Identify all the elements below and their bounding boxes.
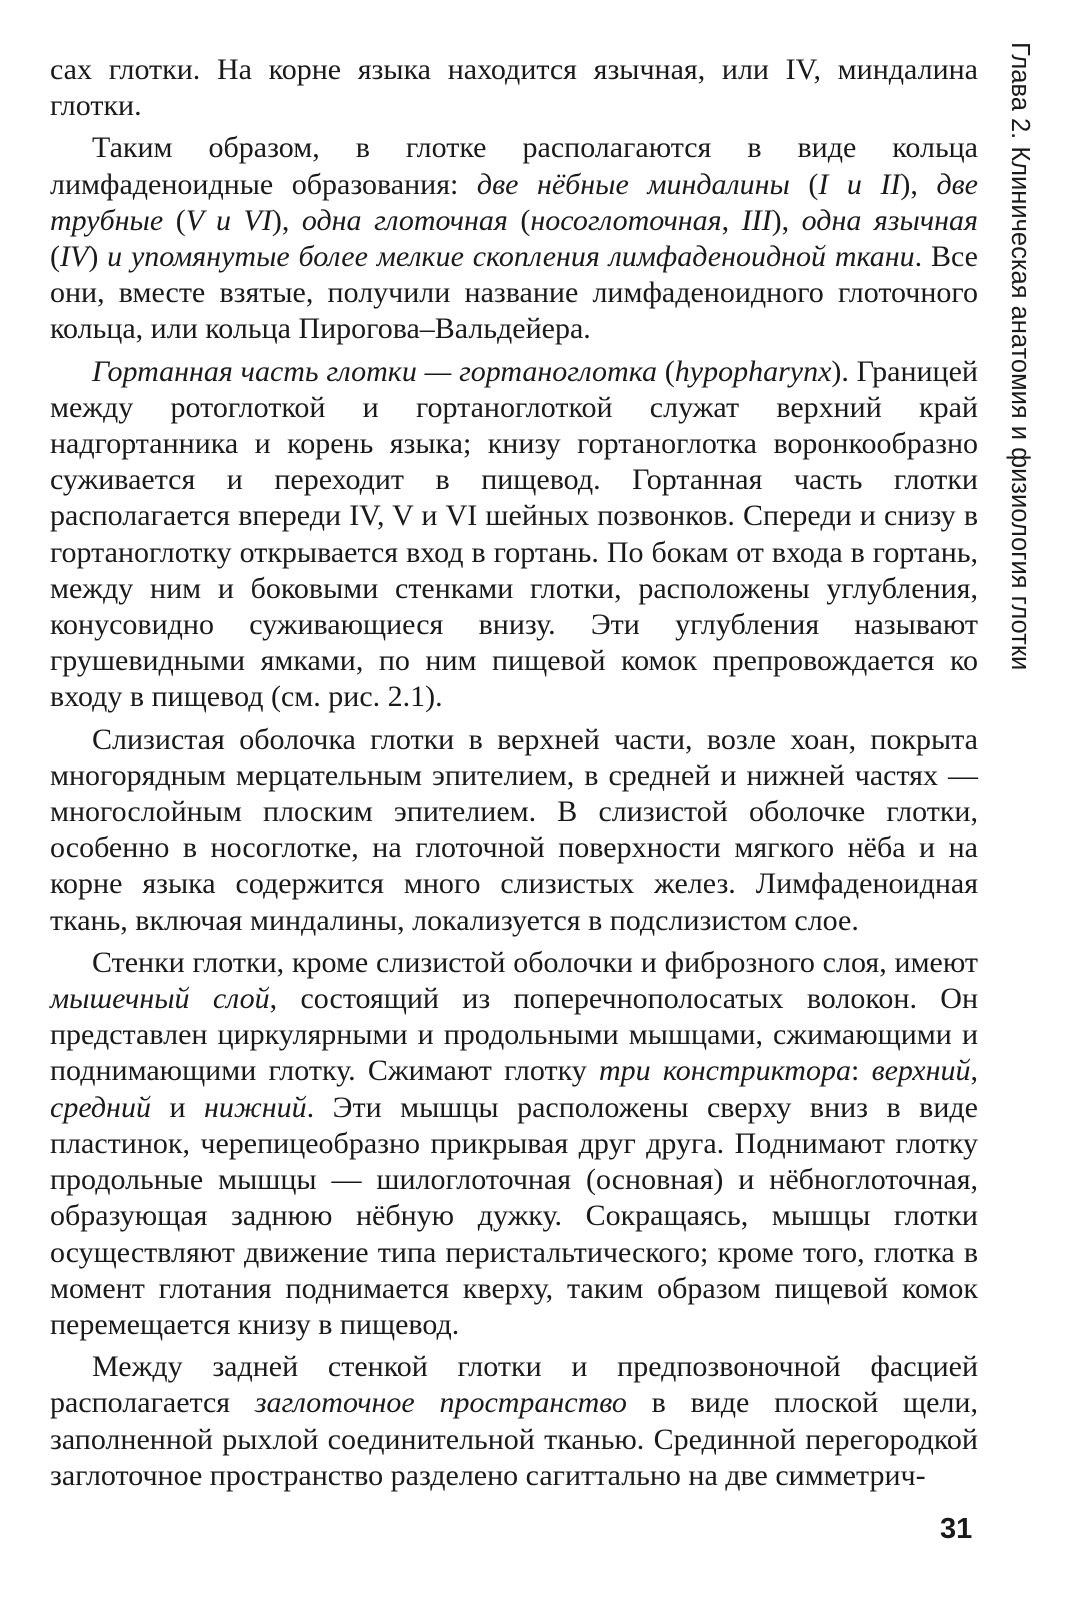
text-run: ( [657,354,675,388]
italic-term: V и VI [185,203,272,237]
text-run: . Эти мышцы расположены сверху вниз в виде пластинок, черепицеобразно прикрывая друг друга. Поднимают глотку продольные мышцы — шилоглоточная (основная) и нёбноглоточная, образующая заднюю нёбную дужку. Сокращаясь, мышцы глотки осуществляют движение типа перистальтического; кроме того, глотка в момент глотания поднимается кверху, таким образом пищевой комок перемещается книзу в пищевод. [50,1090,978,1341]
italic-term: Гортанная часть глотки — гортаноглотка [92,354,657,388]
text-run: ( [50,240,60,274]
text-run: , [970,1054,978,1088]
paragraph [50,722,978,939]
italic-term: IV [60,240,89,274]
italic-term: средний [50,1090,151,1124]
italic-term: мышечный слой [50,982,270,1016]
running-head: Глава 2. Клиническая анатомия и физиология глотки [1006,42,1034,671]
text-run: ), [271,203,302,237]
paragraph [50,52,978,124]
italic-term: и упомянутые более мелкие скопления лимфаденоидной ткани [107,240,915,274]
italic-term: одна язычная [801,203,978,237]
text-run: ), [771,203,802,237]
paragraph [50,1349,978,1494]
page-number: 31 [940,1513,973,1545]
text-run: . Все они, вместе взятые, получили название лимфаденоидного глоточного кольца, или кольца Пирогова–Вальдейера. [50,240,978,346]
text-run: Стенки глотки, кроме слизистой оболочки и фиброзного слоя, имеют [92,945,978,979]
text-run: , состоящий из поперечнополосатых волокон. Он представлен циркулярными и продольными мышцами, сжимающими и поднимающими глотку. Сжимают глотку [50,982,978,1088]
text-run: Между задней стенкой глотки и предпозвоночной фасцией располагается [50,1350,978,1420]
text-run: ). Границей между ротоглоткой и гортаноглоткой служат верхний край надгортанника и корень языка; книзу гортаноглотка воронкообразно суживается и переходит в пищевод. Гортанная часть глотки располагается впереди IV, V и VI шейных позвонков. Спереди и снизу в гортаноглотку открывается вход в гортань. По бокам от входа в гортань, между ним и боковыми стенками глотки, расположены углубления, конусовидно суживающиеся внизу. Эти углубления называют грушевидными ямками, по ним пищевой комок препровождается ко входу в пищевод (см. рис. 2.1). [50,354,978,714]
text-run: ( [789,167,819,201]
text-run: ( [507,203,531,237]
italic-term: нижний [204,1090,307,1124]
text-run: и [150,1090,204,1124]
text-run: : [850,1054,872,1088]
text-run: , [721,203,742,237]
italic-term: две трубные [50,167,978,237]
italic-term: hypopharynx [674,354,832,388]
text-run: ) [88,240,108,274]
page-body [50,52,978,1500]
text-run: Таким образом, в глотке располагаются в виде кольца лимфаденоидные образования: [50,131,978,201]
text-run: ), [900,167,937,201]
paragraph [50,354,978,716]
paragraph [50,130,978,347]
text-run: сах глотки. На корне языка находится язычная, или IV, миндалина глотки. [50,53,978,123]
text-run: в виде плоской щели, заполненной рыхлой соединительной тканью. Срединной перегородкой заглоточное пространство разделено сагиттально на две симметрич- [50,1386,978,1492]
italic-term: заглоточное пространство [254,1386,627,1420]
italic-term: I и II [818,167,901,201]
italic-term: две нёбные миндалины [476,167,790,201]
italic-term: три констриктора [599,1054,851,1088]
paragraph [50,945,978,1343]
italic-term: III [741,203,772,237]
italic-term: носоглоточная [530,203,722,237]
italic-term: одна глоточная [301,203,508,237]
text-run: ( [163,203,186,237]
italic-term: верхний [871,1054,971,1088]
text-run: Слизистая оболочка глотки в верхней части, возле хоан, покрыта многорядным мерцательным эпителием, в средней и нижней частях — многослойным плоским эпителием. В слизистой оболочке глотки, особенно в носоглотке, на глоточной поверхности мягкого нёба и на корне языка содержится много слизистых желез. Лимфаденоидная ткань, включая миндалины, локализуется в подслизистом слое. [50,722,978,937]
